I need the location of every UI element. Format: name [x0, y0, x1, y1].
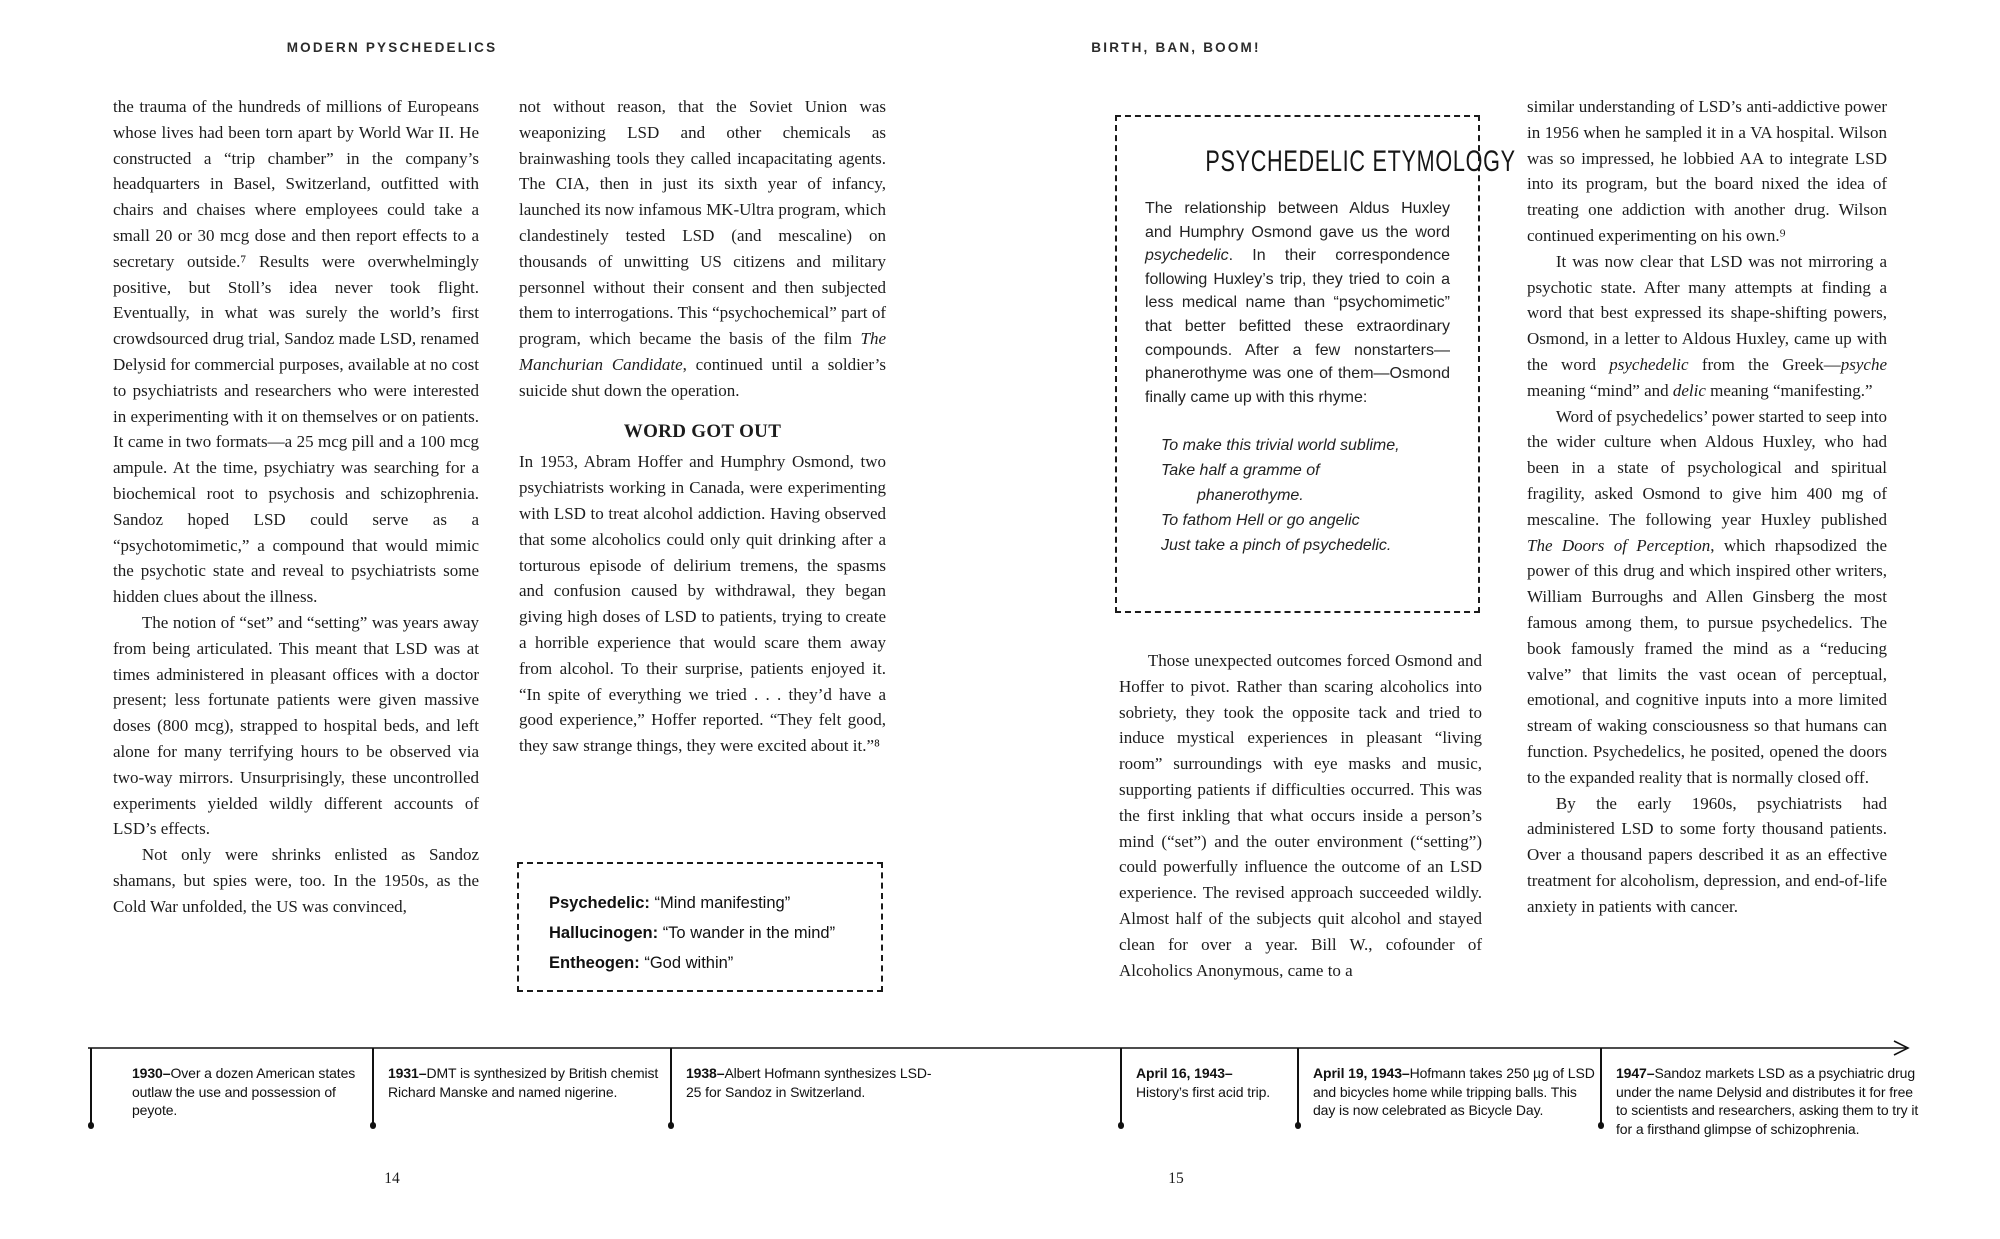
poem-line: To fathom Hell or go angelic [1161, 512, 1360, 530]
timeline-tick [1600, 1048, 1602, 1124]
timeline-tick [1120, 1048, 1122, 1124]
running-head-right: BIRTH, BAN, BOOM! [1091, 40, 1261, 55]
timeline-dot [88, 1122, 95, 1129]
page-number-right: 15 [1168, 1170, 1184, 1187]
paragraph: not without reason, that the Soviet Union was weaponizing LSD and other chemicals as brainwashing tools they called incapacitating agents. The CIA, then in just its sixth year of infancy, launched its now infamous MK-Ultra program, which clandestinely tested LSD (and mescaline) on thousands of unwitting US citizens and military personnel without their consent and then subjected them to interrogations. This “psychochemical” part of program, which became the basis of the film The Manchurian Candidate, continued until a soldier’s suicide shut down the operation. [519, 97, 886, 400]
definition-term: Entheogen: [549, 954, 640, 972]
timeline-dot [1598, 1122, 1605, 1129]
definitions-box [517, 862, 883, 992]
poem [1145, 433, 1450, 558]
timeline [88, 1038, 1928, 1138]
timeline-event [1120, 1048, 1280, 1101]
etymology-box-body: The relationship between Aldus Huxley and Humphry Osmond gave us the word psychedelic. In their correspondence following Huxley’s trip, they tried to coin a less medical name than “psychomimetic” that better befitted these extraordinary compounds. After a few nonstarters—phanerothyme was one of them—Osmond finally came up with this rhyme: [1145, 200, 1450, 406]
right-page-column-2 [1527, 94, 1887, 920]
timeline-dot [1118, 1122, 1125, 1129]
timeline-event-date: 1931– [388, 1065, 427, 1081]
poem-line: phanerothyme. [1197, 487, 1304, 505]
timeline-event-text: DMT is synthesized by British chemist Richard Manske and named nigerine. [388, 1065, 659, 1100]
paragraph: Those unexpected outcomes forced Osmond and Hoffer to pivot. Rather than scaring alcoholics into sobriety, they took the opposite tack and tried to induce mystical experiences in pleasant “living room” surroundings with eye masks and music, supporting patients if difficulties occurred. This was the first inkling that what occurs inside a person’s mind (“set”) and the outer environment (“setting”) could powerfully influence the outcome of an LSD experience. The revised approach succeeded wildly. Almost half of the subjects quit alcohol and stayed clean for over a year. Bill W., cofounder of Alcoholics Anonymous, came to a [1119, 651, 1482, 980]
timeline-dot [370, 1122, 377, 1129]
paragraph: the trauma of the hundreds of millions of Europeans whose lives had been torn apart by World War II. He constructed a “trip chamber” in the company’s headquarters in Basel, Switzerland, outfitted with chairs and chaises where employees could take a small 20 or 30 mcg dose and then report effects to a secretary outside.⁷ Results were overwhelmingly positive, but Stoll’s idea never took flight. Eventually, in what was surely the world’s first crowdsourced drug trial, Sandoz made LSD, renamed Delysid for commercial purposes, available at no cost to psychiatrists and researchers who were interested in experimenting with it on themselves or on patients. It came in two formats—a 25 mcg pill and a 100 mcg ampule. At the time, psychiatry was searching for a biochemical root to psychosis and schizophrenia. Sandoz hoped LSD could serve as a “psychotomimetic,” a compound that would mimic the psychotic state and reveal to psychiatrists some hidden clues about the illness. [113, 97, 479, 607]
left-page-column-1 [113, 94, 479, 920]
timeline-tick [670, 1048, 672, 1124]
timeline-tick [1297, 1048, 1299, 1124]
definition-text: “God within” [644, 954, 734, 972]
timeline-event [670, 1048, 936, 1101]
paragraph: In 1953, Abram Hoffer and Humphry Osmond, two psychiatrists working in Canada, were experimenting with LSD to treat alcohol addiction. Having observed that some alcoholics could only quit drinking after a torturous episode of delirium tremens, the spasms and confusion caused by withdrawal, they began giving high doses of LSD to patients, trying to create a horrible experience that would scare them away from alcohol. To their surprise, patients enjoyed it. “In spite of everything we tried . . . they’d have a good experience,” Hoffer reported. “They felt good, they saw strange things, they were excited about it.”⁸ [519, 452, 886, 756]
page-number-left: 14 [384, 1170, 400, 1187]
definition-text: “Mind manifesting” [654, 894, 791, 912]
timeline-event-date: April 16, 1943– [1136, 1065, 1233, 1081]
paragraph: By the early 1960s, psychiatrists had administered LSD to some forty thousand patients. Over a thousand papers described it as an effective treatment for alcoholism, depression, and end-of-life anxiety in patients with cancer. [1527, 793, 1887, 916]
timeline-event-date: April 19, 1943– [1313, 1065, 1410, 1081]
paragraph: The notion of “set” and “setting” was years away from being articulated. This meant that LSD was at times administered in pleasant offices with a doctor present; less fortunate patients were given massive doses (800 mcg), strapped to hospital beds, and left alone for many terrifying hours to be observed via two-way mirrors. Unsurprisingly, these uncontrolled experiments yielded wildly different accounts of LSD’s effects. [113, 612, 479, 839]
etymology-box-title: PSYCHEDELIC ETYMOLOGY [1205, 145, 1516, 178]
paragraph: similar understanding of LSD’s anti-addictive power in 1956 when he sampled it in a VA hospital. Wilson was so impressed, he lobbied AA to integrate LSD into its program, but the board nixed the idea of treating one addiction with another drug. Wilson continued experimenting on his own.⁹ [1527, 97, 1887, 245]
timeline-event-text: Sandoz markets LSD as a psychiatric drug under the name Delysid and distributes it for free to scientists and researchers, asking them to try it for a firsthand glimpse of schizophrenia. [1616, 1065, 1919, 1137]
running-head-left: MODERN PYSCHEDELICS [286, 40, 498, 55]
definition-text: “To wander in the mind” [662, 924, 836, 942]
timeline-dot [1295, 1122, 1302, 1129]
definition-line [549, 918, 871, 948]
timeline-event [1297, 1048, 1597, 1120]
etymology-box [1115, 115, 1516, 613]
left-page-column-2 [519, 94, 886, 759]
poem-line: Take half a gramme of [1161, 462, 1320, 480]
poem-line: Just take a pinch of psychedelic. [1161, 537, 1392, 555]
timeline-dot [668, 1122, 675, 1129]
timeline-event-date: 1930– [132, 1065, 171, 1081]
definition-term: Psychedelic: [549, 894, 650, 912]
timeline-event [372, 1048, 664, 1101]
paragraph: Not only were shrinks enlisted as Sandoz shamans, but spies were, too. In the 1950s, as the Cold War unfolded, the US was convinced, [113, 845, 479, 916]
timeline-event-text: Hofmann takes 250 µg of LSD and bicycles home while tripping balls. This day is now celebrated as Bicycle Day. [1313, 1065, 1595, 1118]
definition-line [549, 948, 871, 978]
timeline-event-text: History’s first acid trip. [1136, 1083, 1271, 1100]
timeline-tick [90, 1048, 92, 1124]
paragraph: Word of psychedelics’ power started to seep into the wider culture when Aldous Huxley, who had been in a state of psychological and spiritual fragility, asked Osmond to give him 400 mg of mescaline. The following year Huxley published The Doors of Perception, which rhapsodized the power of this drug and which inspired other writers, William Burroughs and Allen Ginsberg the most famous among them, to pursue psychedelics. The book famously framed the mind as a “reducing valve” that limits the vast ocean of perceptual, emotional, and cognitive inputs into a more limited stream of waking consciousness so that humans can function. Psychedelics, he posited, opened the doors to the expanded reality that is normally closed off. [1527, 406, 1888, 787]
timeline-event [1600, 1048, 1928, 1138]
timeline-event-date: 1947– [1616, 1065, 1655, 1081]
timeline-event-text: Over a dozen American states outlaw the use and possession of peyote. [132, 1065, 356, 1118]
timeline-tick [372, 1048, 374, 1124]
definition-term: Hallucinogen: [549, 924, 659, 942]
timeline-event-date: 1938– [686, 1065, 725, 1081]
section-heading-word-got-out: WORD GOT OUT [623, 420, 782, 442]
definition-line [549, 888, 871, 918]
timeline-event [90, 1048, 372, 1120]
timeline-event-text: Albert Hofmann synthesizes LSD-25 for Sandoz in Switzerland. [686, 1065, 932, 1100]
paragraph: It was now clear that LSD was not mirroring a psychotic state. After many attempts at finding a word that best expressed its shape-shifting powers, Osmond, in a letter to Aldous Huxley, came up with the word psychedelic from the Greek—psyche meaning “mind” and delic meaning “manifesting.” [1527, 251, 1887, 400]
right-page-column-1 [1119, 648, 1482, 983]
poem-line: To make this trivial world sublime, [1161, 437, 1400, 455]
